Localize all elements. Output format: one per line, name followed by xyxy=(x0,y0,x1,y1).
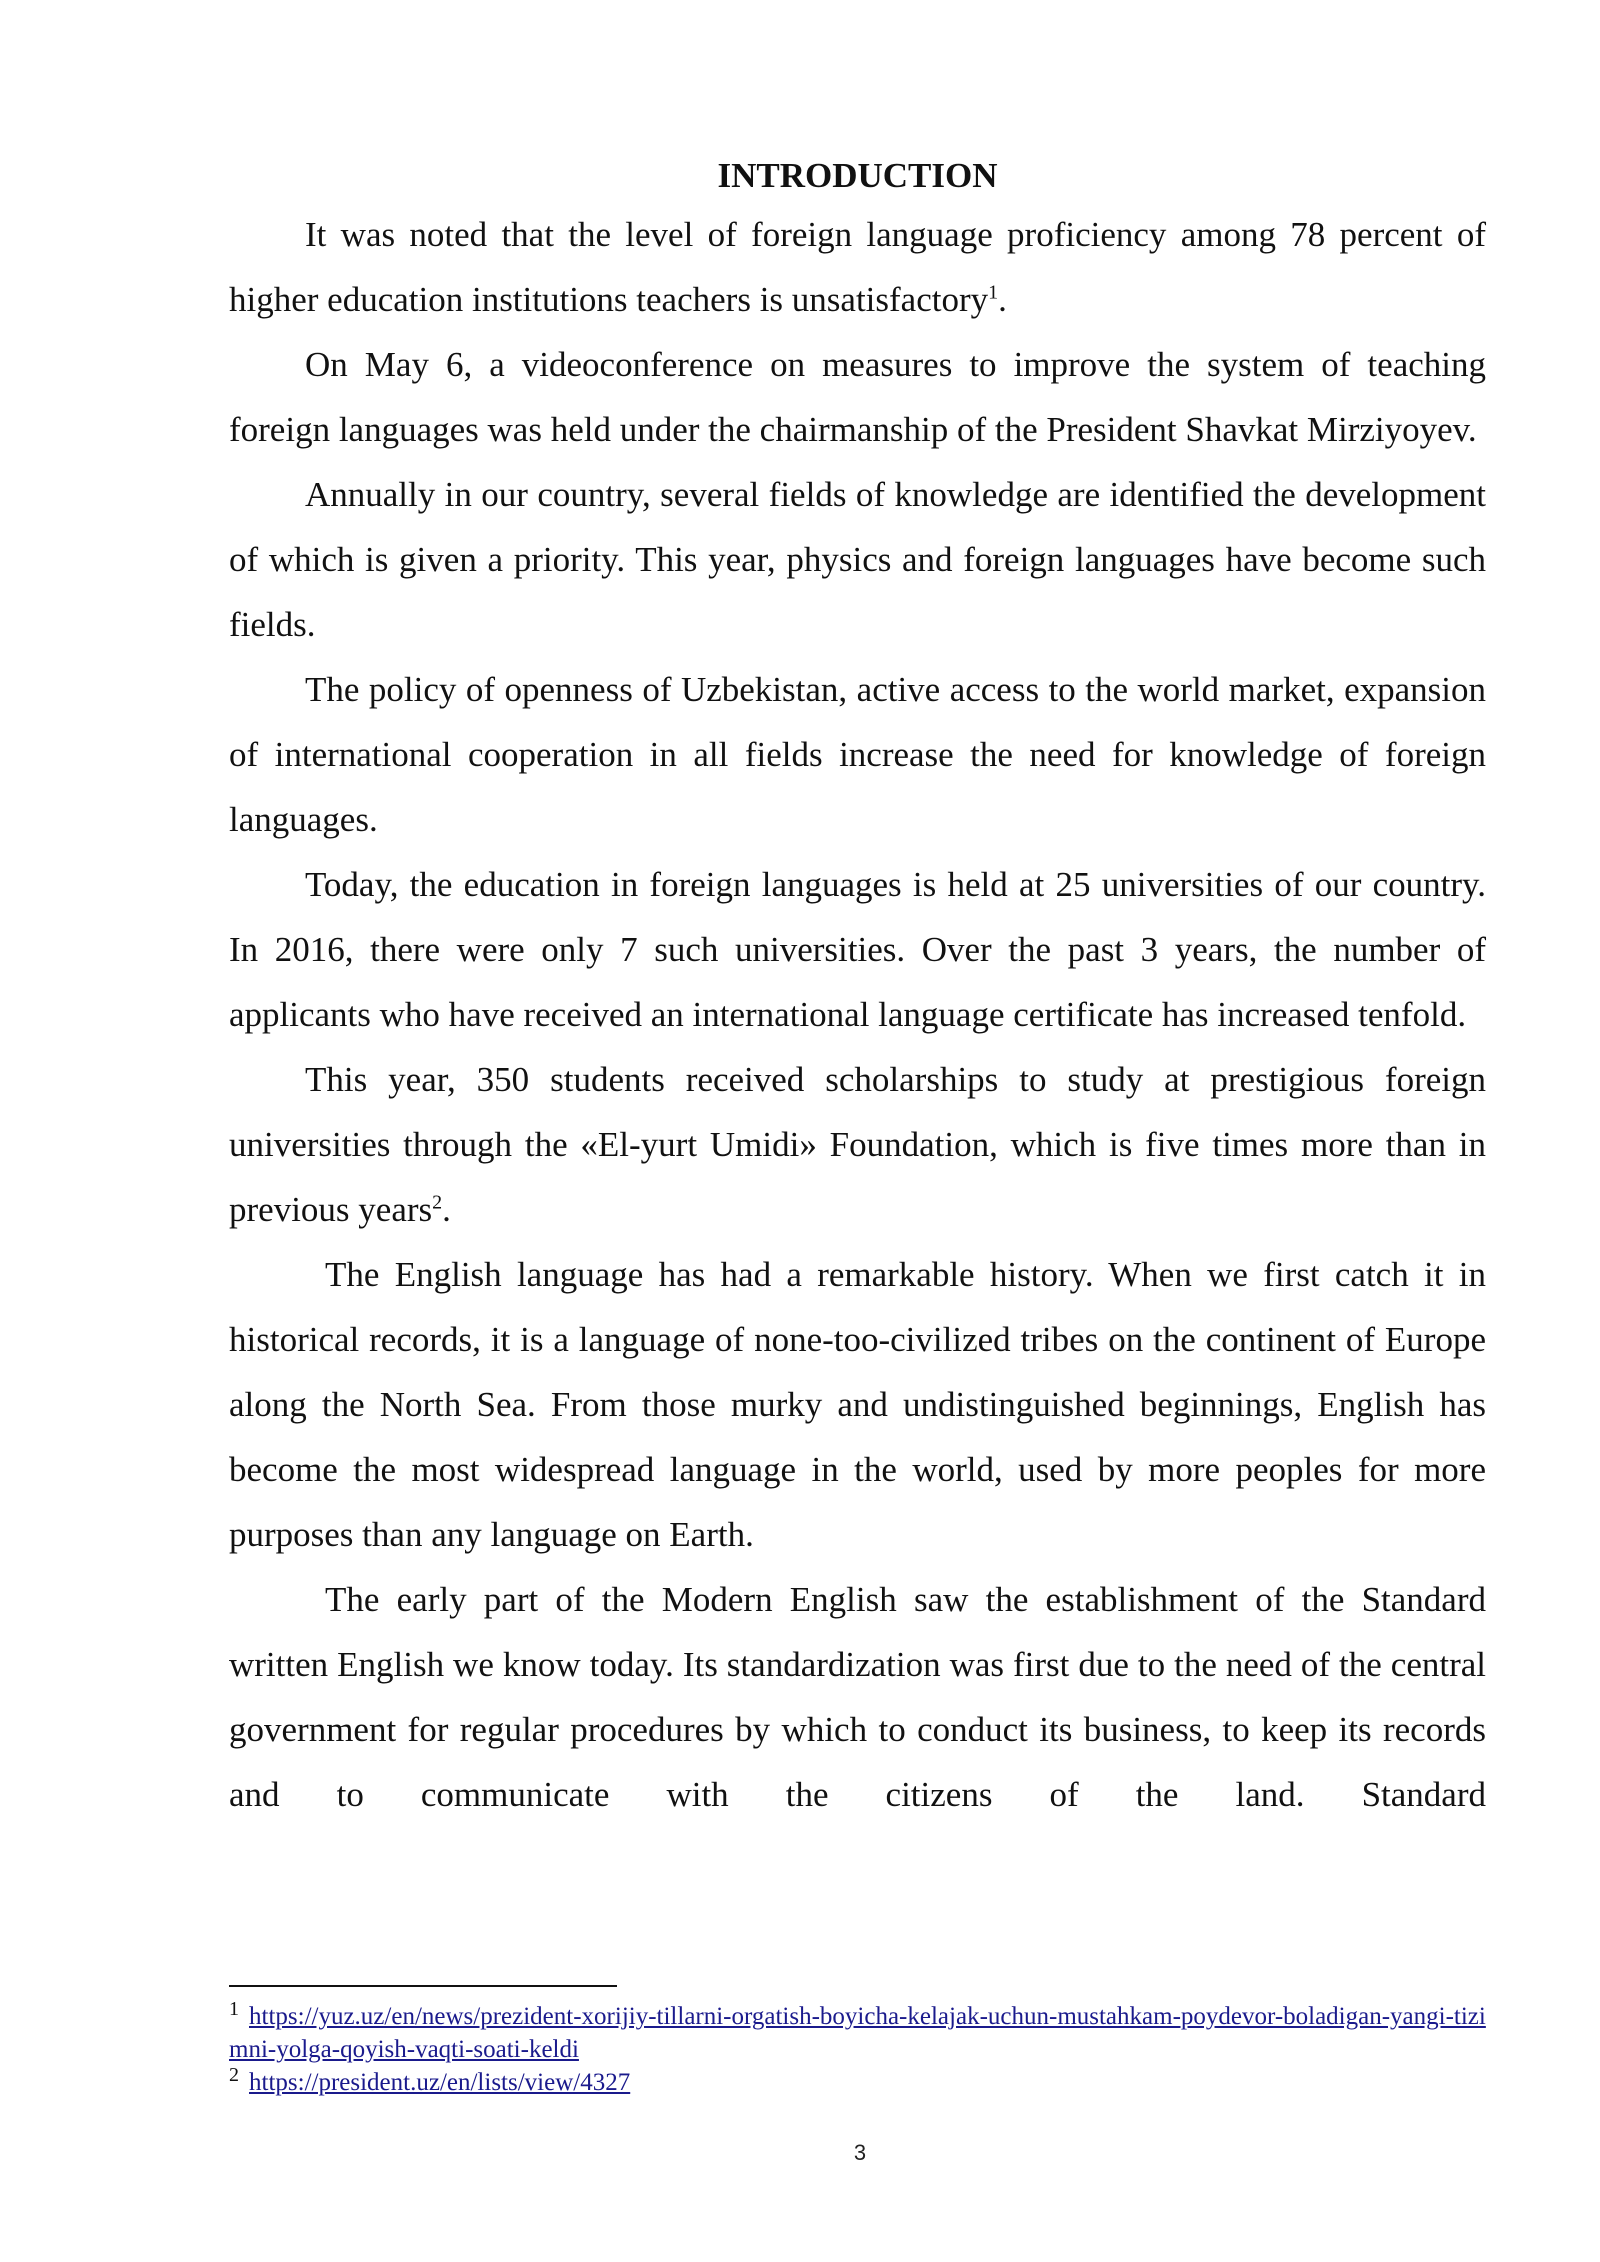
paragraph-7 xyxy=(229,1242,1486,1567)
paragraph-3 xyxy=(229,462,1486,657)
footnote-link-2[interactable]: https://president.uz/en/lists/view/4327 xyxy=(249,2069,631,2096)
page-number: 3 xyxy=(853,2140,867,2165)
footnote-ref-1[interactable]: 1 xyxy=(988,281,999,304)
paragraph-6: This year, 350 students received scholarships to study at prestigious foreign universities through the «El-yurt Umidi» Foundation, which is five times more than in previous years$^2$. xyxy=(229,1060,1486,1229)
paragraph-text: Today, the education in foreign languages is held at 25 universities of our country. In 2016, there were only 7 such universities. Over the past 3 years, the number of applicants who have received an international language certificate has increased tenfold. xyxy=(229,865,1486,1034)
footnote-1 xyxy=(229,1997,1491,2066)
paragraph-text: The English language has had a remarkable history. When we first catch it in historical records, it is a language of none-too-civilized tribes on the continent of Europe along the North Sea. From those murky and undistinguished beginnings, English has become the most widespread language in the world, used by more peoples for more purposes than any language on Earth. xyxy=(229,1255,1486,1554)
body-text xyxy=(229,150,1486,1827)
paragraph-1: It was noted that the level of foreign language proficiency among 78 percent of higher education institutions teachers is unsatisfactory$^1$. xyxy=(229,215,1486,319)
footnote-2 xyxy=(229,2063,1491,2099)
footnote-mark: 2 xyxy=(229,2063,239,2086)
paragraph-2 xyxy=(229,332,1486,462)
paragraph-text: It was noted that the level of foreign language proficiency among 78 percent of higher education institutions teachers is unsatisfactory xyxy=(229,215,1486,319)
footnote-separator xyxy=(229,1985,617,1987)
paragraph-4 xyxy=(229,657,1486,852)
paragraph-text: Annually in our country, several fields of knowledge are identified the development of which is given a priority. This year, physics and foreign languages have become such fields. xyxy=(229,475,1486,644)
footnote-link-1[interactable]: https://yuz.uz/en/news/prezident-xorijiy-tillarni-orgatish-boyicha-kelajak-uchun-mustahkam-poydevor-boladigan-yangi-tizimni-yolga-qoyish-vaqti-soati-keldi xyxy=(229,2003,1486,2063)
paragraph-text: The policy of openness of Uzbekistan, active access to the world market, expansion of international cooperation in all fields increase the need for knowledge of foreign languages. xyxy=(229,670,1486,839)
paragraph-5 xyxy=(229,852,1486,1047)
paragraph-8 xyxy=(229,1567,1486,1827)
footnotes xyxy=(229,1997,1491,2099)
footnote-ref-2[interactable]: 2 xyxy=(432,1191,443,1214)
paragraph-text: This year, 350 students received scholarships to study at prestigious foreign universities through the «El-yurt Umidi» Foundation, which is five times more than in previous years xyxy=(229,1060,1486,1229)
section-heading: INTRODUCTION xyxy=(717,156,998,195)
paragraph-text: The early part of the Modern English saw the establishment of the Standard written English we know today. Its standardization was first due to the need of the central government for regular procedures by which to conduct its business, to keep its records and to communicate with the citizens of the land. Standard xyxy=(229,1580,1486,1814)
footnote-mark: 1 xyxy=(229,1997,239,2020)
paragraph-text: On May 6, a videoconference on measures to improve the system of teaching foreign languages was held under the chairmanship of the President Shavkat Mirziyoyev. xyxy=(229,345,1486,449)
